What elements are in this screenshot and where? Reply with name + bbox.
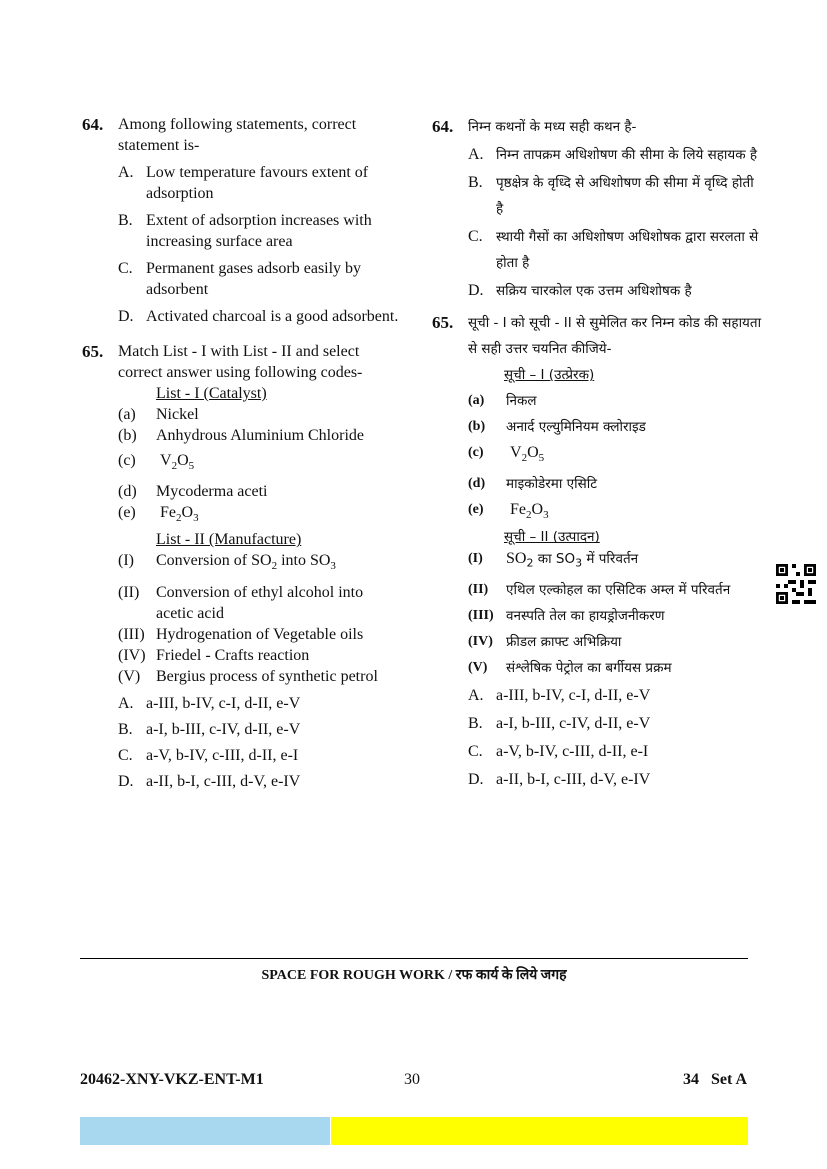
item-label: (II) [468,582,489,598]
item-label: (V) [468,660,488,676]
list-1-item [118,502,402,529]
option-b [468,711,762,737]
list-2-item [118,582,402,624]
item-text: Anhydrous Aluminium Chloride [156,427,364,444]
item-label: (b) [118,427,137,444]
item-text: Nickel [156,406,199,423]
formula-sub: 2 [521,452,528,465]
option-text: a-I, b-III, c-IV, d-II, e-V [146,720,301,738]
option-c [468,224,762,276]
option-label: C. [118,746,133,764]
option-text: Permanent gases adsorb easily by adsorbent [146,260,362,298]
qr-code-icon [776,564,816,604]
item-label: (a) [468,393,485,408]
item-label: (IV) [468,634,493,650]
option-label: A. [118,164,134,181]
formula-sub: 5 [188,460,195,473]
question-stem: निम्न कथनों के मध्य सही कथन है- [468,119,637,135]
item-text: में परिवर्तन [582,551,639,568]
item-label: (II) [118,583,140,601]
option-a [118,162,402,204]
list-2-item [468,546,762,577]
item-text: वनस्पति तेल का हायड्रोजनीकरण [506,608,665,625]
formula-part: V [160,452,172,469]
option-d [468,278,762,304]
option-label: D. [468,771,484,789]
item-text: Conversion of ethyl alcohol into acetic acid [156,583,364,622]
formula-sub: 2 [171,460,178,473]
list-2-item [118,624,402,645]
list-1-item [118,404,402,425]
formula-sub: 2 [526,509,532,522]
option-text: a-V, b-IV, c-III, d-II, e-I [146,746,299,764]
item-label: (IV) [118,646,146,664]
list-1-item [468,471,762,497]
item-text: का SO [533,551,576,568]
option-text: a-III, b-IV, c-I, d-II, e-V [146,694,301,712]
option-text: स्थायी गैसों का अधिशोषण अधिशोषक द्वारा सरलता से होता है [496,229,759,271]
option-d [468,767,762,793]
option-text: a-I, b-III, c-IV, d-II, e-V [496,715,651,733]
item-label: (d) [118,483,137,501]
option-label: D. [118,308,134,325]
formula-part: Fe [160,504,176,522]
option-label: B. [468,715,483,733]
item-text: Hydrogenation of Vegetable oils [156,625,364,643]
formula-part: Fe [510,501,526,519]
option-label: C. [118,260,133,277]
question-65 [82,341,402,383]
item-label: (a) [118,406,136,423]
footer-band-blue [80,1117,330,1145]
list-1-item [468,414,762,440]
item-label: (e) [468,502,484,518]
option-d [118,771,402,792]
rough-work-divider [80,958,748,959]
item-text: फ्रीडल क्राफ्ट अभिक्रिया [506,634,622,651]
option-c [468,739,762,765]
page-number: 30 [404,1071,420,1088]
option-b [118,719,402,740]
item-text: माइकोडेरमा एसिटि [506,476,598,493]
item-label: (III) [468,608,494,624]
list-1-item [118,450,402,477]
option-b [118,210,402,252]
list-2-item [468,577,762,603]
option-text: a-III, b-IV, c-I, d-II, e-V [496,687,651,705]
english-column [82,114,402,792]
formula-sub: 2 [176,512,182,525]
option-b [468,170,762,222]
answer-options [82,693,402,792]
question-number: 64. [82,115,104,134]
item-label: (V) [118,667,141,685]
formula-part: V [510,444,522,461]
item-label: (III) [118,625,145,643]
formula-sub: 2 [271,560,278,573]
option-c [118,745,402,766]
option-c [118,258,402,300]
option-text: निम्न तापक्रम अधिशोषण की सीमा के लिये सहायक है [496,147,758,163]
option-text: Extent of adsorption increases with increasing surface area [146,212,372,250]
formula-part: O [177,452,189,469]
option-text: Low temperature favours extent of adsorption [146,164,369,202]
formula-part: O [531,501,544,519]
question-number: 64. [432,117,454,136]
item-text: into SO [277,552,331,570]
option-a [468,142,762,168]
option-text: a-II, b-I, c-III, d-V, e-IV [146,772,301,790]
item-label: (c) [118,452,136,469]
item-label: (b) [468,419,486,434]
formula-part: O [527,444,539,461]
item-text: निकल [506,393,537,409]
question-number: 65. [82,342,104,361]
formula-part: O [181,504,194,522]
list-2-item [118,645,402,666]
question-64 [432,114,762,304]
item-text: Bergius process of synthetic petrol [156,667,378,685]
list-1-title: List - I (Catalyst) [156,385,267,402]
question-stem: Among following statements, correct statement is- [118,116,357,154]
formula-sub: 3 [193,512,199,525]
question-65 [432,310,762,362]
option-text: सक्रिय चारकोल एक उत्तम अधिशोषक है [496,283,692,299]
item-text: SO [506,550,527,568]
option-a [468,683,762,709]
option-text: a-II, b-I, c-III, d-V, e-IV [496,771,651,789]
rough-work-label: SPACE FOR ROUGH WORK / रफ कार्य के लिये जगह [261,968,567,983]
option-label: C. [468,743,483,761]
list-2-title: List - II (Manufacture) [156,531,302,549]
question-stem: Match List - I with List - II and select correct answer using following codes- [118,343,363,381]
list-1-item [468,440,762,471]
formula-sub: 2 [526,557,534,571]
question-number: 65. [432,313,454,332]
option-text: a-V, b-IV, c-III, d-II, e-I [496,743,649,761]
list-2-item [468,655,762,681]
formula-sub: 3 [575,557,583,571]
option-label: C. [468,228,483,245]
list-1-item [468,497,762,528]
item-text: संश्लेषिक पेट्रोल का बर्गीयस प्रक्रम [506,660,672,677]
option-text: Activated charcoal is a good adsorbent. [146,308,399,325]
set-label: 34 Set A [683,1071,747,1088]
item-text: Mycoderma aceti [156,483,268,501]
item-text: एथिल एल्कोहल का एसिटिक अम्ल में परिवर्तन [506,582,731,599]
option-label: B. [118,720,133,738]
item-label: (I) [118,552,134,570]
list-1-item [468,388,762,414]
item-text: Friedel - Crafts reaction [156,646,310,664]
question-64 [82,114,402,327]
list-1-item [118,481,402,502]
item-label: (I) [468,551,483,567]
item-text: अनार्द एल्युमिनियम क्लोराइड [506,419,646,435]
list-1-title: सूची – I (उत्प्रेरक) [504,367,595,383]
paper-code: 20462-XNY-VKZ-ENT-M1 [80,1071,264,1088]
option-label: A. [468,146,484,163]
question-stem: सूची - I को सूची - II से सुमेलित कर निम्न कोड की सहायता से सही उत्तर चयनित कीजिये- [468,315,762,357]
list-2-item [468,629,762,655]
list-2-item [118,666,402,687]
option-label: D. [468,282,484,299]
formula-sub: 5 [538,452,545,465]
option-label: D. [118,772,134,790]
list-2-item [118,550,402,577]
item-text: Conversion of SO [156,552,272,570]
option-label: B. [468,174,483,191]
hindi-column [432,114,762,793]
footer-band-yellow [331,1117,748,1145]
option-d [118,306,402,327]
option-text: पृष्ठक्षेत्र के वृध्दि से अधिशोषण की सीमा में वृध्दि होती है [496,175,754,217]
option-label: A. [468,687,484,705]
answer-options [432,683,762,793]
list-2-title: सूची – II (उत्पादन) [504,529,600,546]
formula-sub: 3 [543,509,549,522]
option-a [118,693,402,714]
option-label: A. [118,694,134,712]
item-label: (c) [468,445,484,460]
item-label: (e) [118,504,136,522]
formula-sub: 3 [330,560,336,573]
list-2-item [468,603,762,629]
item-label: (d) [468,476,486,492]
list-1-item [118,425,402,446]
option-label: B. [118,212,133,229]
